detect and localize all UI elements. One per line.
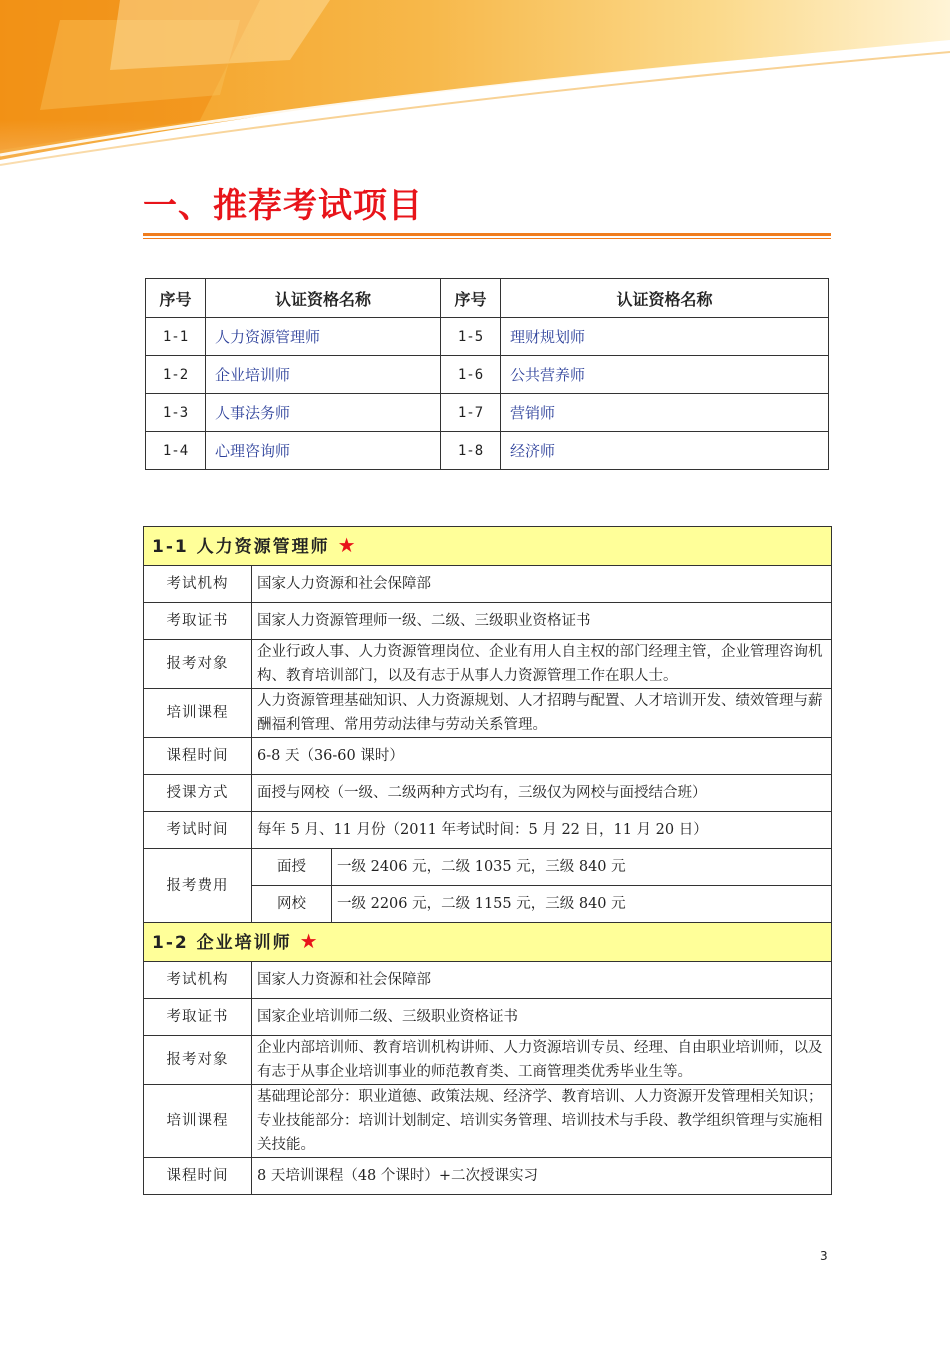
row-value: 基础理论部分：职业道德、政策法规、经济学、教育培训、人力资源开发管理相关知识；专业技能部分：培训计划制定、培训实务管理、培训技术与手段、教学组织管理与实施相关技能。 xyxy=(252,1085,832,1158)
item-number: 1-8 xyxy=(441,432,501,470)
fee-type-label: 网校 xyxy=(252,886,332,923)
section-heading: 1-1 人力资源管理师 xyxy=(152,537,330,557)
table-row xyxy=(144,1036,832,1085)
table-row xyxy=(144,603,832,640)
item-number: 1-6 xyxy=(441,356,501,394)
fee-value: 一级 2406 元，二级 1035 元，三级 840 元 xyxy=(332,849,832,886)
star-icon: ★ xyxy=(337,533,358,557)
row-label: 考试时间 xyxy=(144,812,252,849)
page-number: 3 xyxy=(820,1249,828,1263)
section-header-row xyxy=(144,527,832,566)
row-value: 每年 5 月、11 月份（2011 年考试时间：5 月 22 日，11 月 20 日） xyxy=(252,812,832,849)
table-row xyxy=(144,689,832,738)
table-row xyxy=(144,738,832,775)
row-value: 国家人力资源和社会保障部 xyxy=(252,962,832,999)
star-icon: ★ xyxy=(299,929,320,953)
item-number: 1-7 xyxy=(441,394,501,432)
table-row xyxy=(144,812,832,849)
table-row xyxy=(144,962,832,999)
row-value: 国家人力资源管理师一级、二级、三级职业资格证书 xyxy=(252,603,832,640)
column-header: 认证资格名称 xyxy=(501,279,829,318)
table-header-row xyxy=(146,279,829,318)
section-heading: 1-2 企业培训师 xyxy=(152,933,292,953)
table-row xyxy=(144,775,832,812)
row-label: 培训课程 xyxy=(144,1085,252,1158)
item-link[interactable]: 人事法务师 xyxy=(206,394,441,432)
row-label: 报考对象 xyxy=(144,1036,252,1085)
item-link[interactable]: 经济师 xyxy=(501,432,829,470)
table-row xyxy=(144,849,832,886)
row-label: 培训课程 xyxy=(144,689,252,738)
table-row xyxy=(146,356,829,394)
item-link[interactable]: 人力资源管理师 xyxy=(206,318,441,356)
row-label: 课程时间 xyxy=(144,738,252,775)
certification-detail-table xyxy=(143,526,832,1195)
item-number: 1-4 xyxy=(146,432,206,470)
table-row xyxy=(146,318,829,356)
row-value: 企业行政人事、人力资源管理岗位、企业有用人自主权的部门经理主管，企业管理咨询机构、教育培训部门，以及有志于从事人力资源管理工作在职人士。 xyxy=(252,640,832,689)
row-label: 报考对象 xyxy=(144,640,252,689)
column-header: 序号 xyxy=(441,279,501,318)
table-row xyxy=(144,566,832,603)
row-label: 授课方式 xyxy=(144,775,252,812)
item-number: 1-2 xyxy=(146,356,206,394)
row-value: 面授与网校（一级、二级两种方式均有，三级仅为网校与面授结合班） xyxy=(252,775,832,812)
row-value: 8 天培训课程（48 个课时）+二次授课实习 xyxy=(252,1158,832,1195)
item-number: 1-5 xyxy=(441,318,501,356)
table-row xyxy=(144,1158,832,1195)
section-title: 一、推荐考试项目 xyxy=(143,186,423,226)
table-row xyxy=(144,640,832,689)
column-header: 认证资格名称 xyxy=(206,279,441,318)
fee-value: 一级 2206 元，二级 1155 元，三级 840 元 xyxy=(332,886,832,923)
row-label: 考试机构 xyxy=(144,962,252,999)
item-link[interactable]: 营销师 xyxy=(501,394,829,432)
table-row xyxy=(144,1085,832,1158)
item-number: 1-3 xyxy=(146,394,206,432)
section-header-row xyxy=(144,923,832,962)
column-header: 序号 xyxy=(146,279,206,318)
row-label: 考取证书 xyxy=(144,603,252,640)
row-label: 报考费用 xyxy=(144,849,252,923)
row-value: 人力资源管理基础知识、人力资源规划、人才招聘与配置、人才培训开发、绩效管理与薪酬福利管理、常用劳动法律与劳动关系管理。 xyxy=(252,689,832,738)
fee-type-label: 面授 xyxy=(252,849,332,886)
row-label: 考试机构 xyxy=(144,566,252,603)
row-value: 国家企业培训师二级、三级职业资格证书 xyxy=(252,999,832,1036)
item-number: 1-1 xyxy=(146,318,206,356)
item-link[interactable]: 公共营养师 xyxy=(501,356,829,394)
certification-index-table xyxy=(145,278,829,470)
section-header xyxy=(144,923,832,962)
header-banner-graphic xyxy=(0,0,950,170)
title-underline xyxy=(143,233,831,239)
row-value: 6-8 天（36-60 课时） xyxy=(252,738,832,775)
table-row xyxy=(146,432,829,470)
item-link[interactable]: 企业培训师 xyxy=(206,356,441,394)
row-label: 课程时间 xyxy=(144,1158,252,1195)
table-row xyxy=(144,999,832,1036)
row-label: 考取证书 xyxy=(144,999,252,1036)
table-row xyxy=(146,394,829,432)
section-header xyxy=(144,527,832,566)
item-link[interactable]: 理财规划师 xyxy=(501,318,829,356)
item-link[interactable]: 心理咨询师 xyxy=(206,432,441,470)
row-value: 国家人力资源和社会保障部 xyxy=(252,566,832,603)
row-value: 企业内部培训师、教育培训机构讲师、人力资源培训专员、经理、自由职业培训师，以及有志于从事企业培训事业的师范教育类、工商管理类优秀毕业生等。 xyxy=(252,1036,832,1085)
